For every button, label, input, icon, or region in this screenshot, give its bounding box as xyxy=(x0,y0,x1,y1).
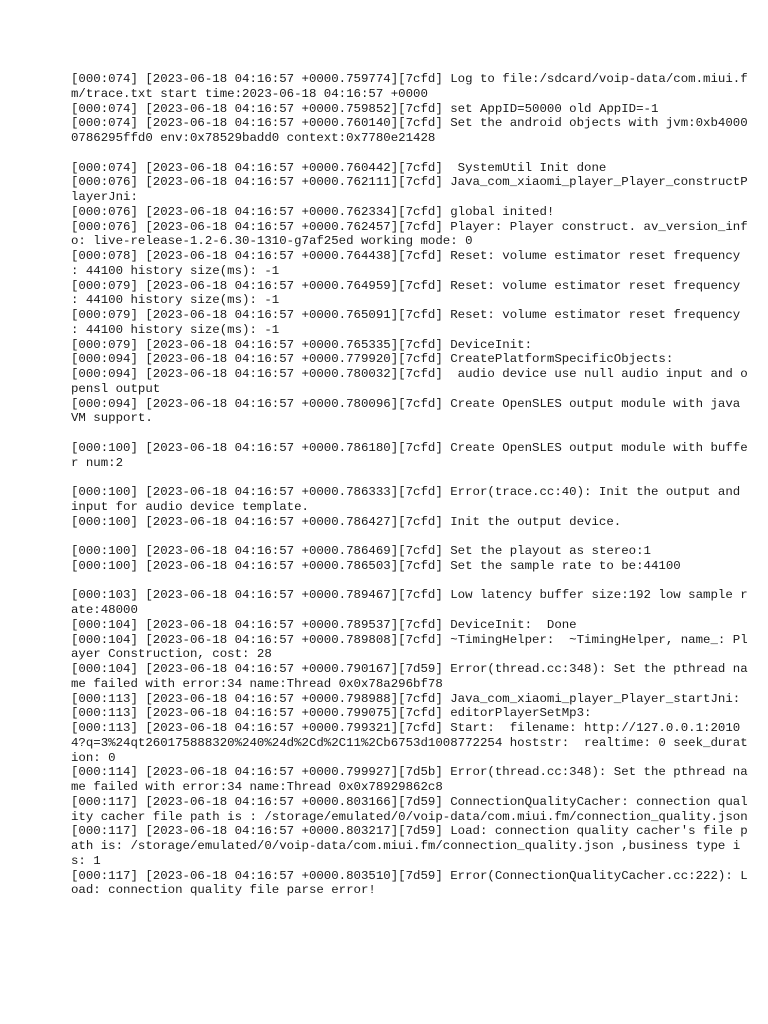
log-line: [000:100] [2023-06-18 04:16:57 +0000.786333][7cfd] Error(trace.cc:40): Init the output and input for audio device template. xyxy=(71,485,748,514)
log-line: [000:113] [2023-06-18 04:16:57 +0000.798988][7cfd] Java_com_xiaomi_player_Player_startJni: xyxy=(71,691,741,706)
log-line: [000:103] [2023-06-18 04:16:57 +0000.789467][7cfd] Low latency buffer size:192 low sample rate:48000 xyxy=(71,588,748,617)
log-line: [000:113] [2023-06-18 04:16:57 +0000.799075][7cfd] editorPlayerSetMp3: xyxy=(71,706,592,721)
log-line: [000:074] [2023-06-18 04:16:57 +0000.759774][7cfd] Log to file:/sdcard/voip-data/com.miui.fm/trace.txt start time:2023-06-18 04:16:57 +0000 xyxy=(71,72,748,101)
log-line: [000:094] [2023-06-18 04:16:57 +0000.779920][7cfd] CreatePlatformSpecificObjects: xyxy=(71,352,674,367)
log-line: [000:074] [2023-06-18 04:16:57 +0000.760442][7cfd] SystemUtil Init done xyxy=(71,160,607,175)
log-line: [000:076] [2023-06-18 04:16:57 +0000.762457][7cfd] Player: Player construct. av_version_info: live-release-1.2-6.30-1310-g7af25ed working mode: 0 xyxy=(71,219,748,249)
log-line: [000:114] [2023-06-18 04:16:57 +0000.799927][7d5b] Error(thread.cc:348): Set the pthread name failed with error:34 name:Thread 0x0x78929862c8 xyxy=(71,765,748,794)
log-line: [000:117] [2023-06-18 04:16:57 +0000.803510][7d59] Error(ConnectionQualityCacher.cc:222): Load: connection quality file parse error! xyxy=(71,868,748,898)
log-line: [000:078] [2023-06-18 04:16:57 +0000.764438][7cfd] Reset: volume estimator reset frequency : 44100 history size(ms): -1 xyxy=(71,249,748,278)
log-line: [000:104] [2023-06-18 04:16:57 +0000.789537][7cfd] DeviceInit: Done xyxy=(71,617,577,632)
blank-line xyxy=(71,146,751,161)
log-line: [000:100] [2023-06-18 04:16:57 +0000.786503][7cfd] Set the sample rate to be:44100 xyxy=(71,558,681,573)
log-line: [000:104] [2023-06-18 04:16:57 +0000.789808][7cfd] ~TimingHelper: ~TimingHelper, name_: Player Construction, cost: 28 xyxy=(71,632,748,662)
log-line: [000:079] [2023-06-18 04:16:57 +0000.765335][7cfd] DeviceInit: xyxy=(71,337,533,352)
log-line: [000:100] [2023-06-18 04:16:57 +0000.786180][7cfd] Create OpenSLES output module with buffer num:2 xyxy=(71,440,748,470)
log-line: [000:117] [2023-06-18 04:16:57 +0000.803217][7d59] Load: connection quality cacher's file path is: /storage/emulated/0/voip-data/com.miui.fm/connection_quality.json ,business type is: 1 xyxy=(71,824,748,868)
log-line: [000:076] [2023-06-18 04:16:57 +0000.762334][7cfd] global inited! xyxy=(71,204,555,219)
log-line: [000:094] [2023-06-18 04:16:57 +0000.780096][7cfd] Create OpenSLES output module with java VM support. xyxy=(71,396,748,426)
log-line: [000:079] [2023-06-18 04:16:57 +0000.765091][7cfd] Reset: volume estimator reset frequency : 44100 history size(ms): -1 xyxy=(71,308,748,337)
log-line: [000:100] [2023-06-18 04:16:57 +0000.786469][7cfd] Set the playout as stereo:1 xyxy=(71,544,651,558)
blank-line xyxy=(71,529,751,544)
log-line: [000:100] [2023-06-18 04:16:57 +0000.786427][7cfd] Init the output device. xyxy=(71,514,622,529)
log-line: [000:074] [2023-06-18 04:16:57 +0000.760140][7cfd] Set the android objects with jvm:0xb40000786295ffd0 env:0x78529badd0 context:0x7780e21428 xyxy=(71,116,748,145)
log-line: [000:074] [2023-06-18 04:16:57 +0000.759852][7cfd] set AppID=50000 old AppID=-1 xyxy=(71,101,659,116)
log-line: [000:076] [2023-06-18 04:16:57 +0000.762111][7cfd] Java_com_xiaomi_player_Player_constructPlayerJni: xyxy=(71,175,748,204)
log-document xyxy=(71,72,751,898)
log-line: [000:079] [2023-06-18 04:16:57 +0000.764959][7cfd] Reset: volume estimator reset frequency : 44100 history size(ms): -1 xyxy=(71,278,748,308)
blank-line xyxy=(71,470,751,485)
blank-line xyxy=(71,426,751,441)
blank-line xyxy=(71,574,751,589)
log-line: [000:094] [2023-06-18 04:16:57 +0000.780032][7cfd] audio device use null audio input and opensl output xyxy=(71,367,748,396)
log-line: [000:117] [2023-06-18 04:16:57 +0000.803166][7d59] ConnectionQualityCacher: connection quality cacher file path is : /storage/emulated/0/voip-data/com.miui.fm/connection_quality.json xyxy=(71,794,748,824)
log-line: [000:113] [2023-06-18 04:16:57 +0000.799321][7cfd] Start: filename: http://127.0.0.1:20104?q=3%24qt260175888320%240%24d%2Cd%2C11%2Cb6753d1008772254 hoststr: realtime: 0 seek_duration: 0 xyxy=(71,721,748,765)
log-line: [000:104] [2023-06-18 04:16:57 +0000.790167][7d59] Error(thread.cc:348): Set the pthread name failed with error:34 name:Thread 0x0x78a296bf78 xyxy=(71,662,748,691)
